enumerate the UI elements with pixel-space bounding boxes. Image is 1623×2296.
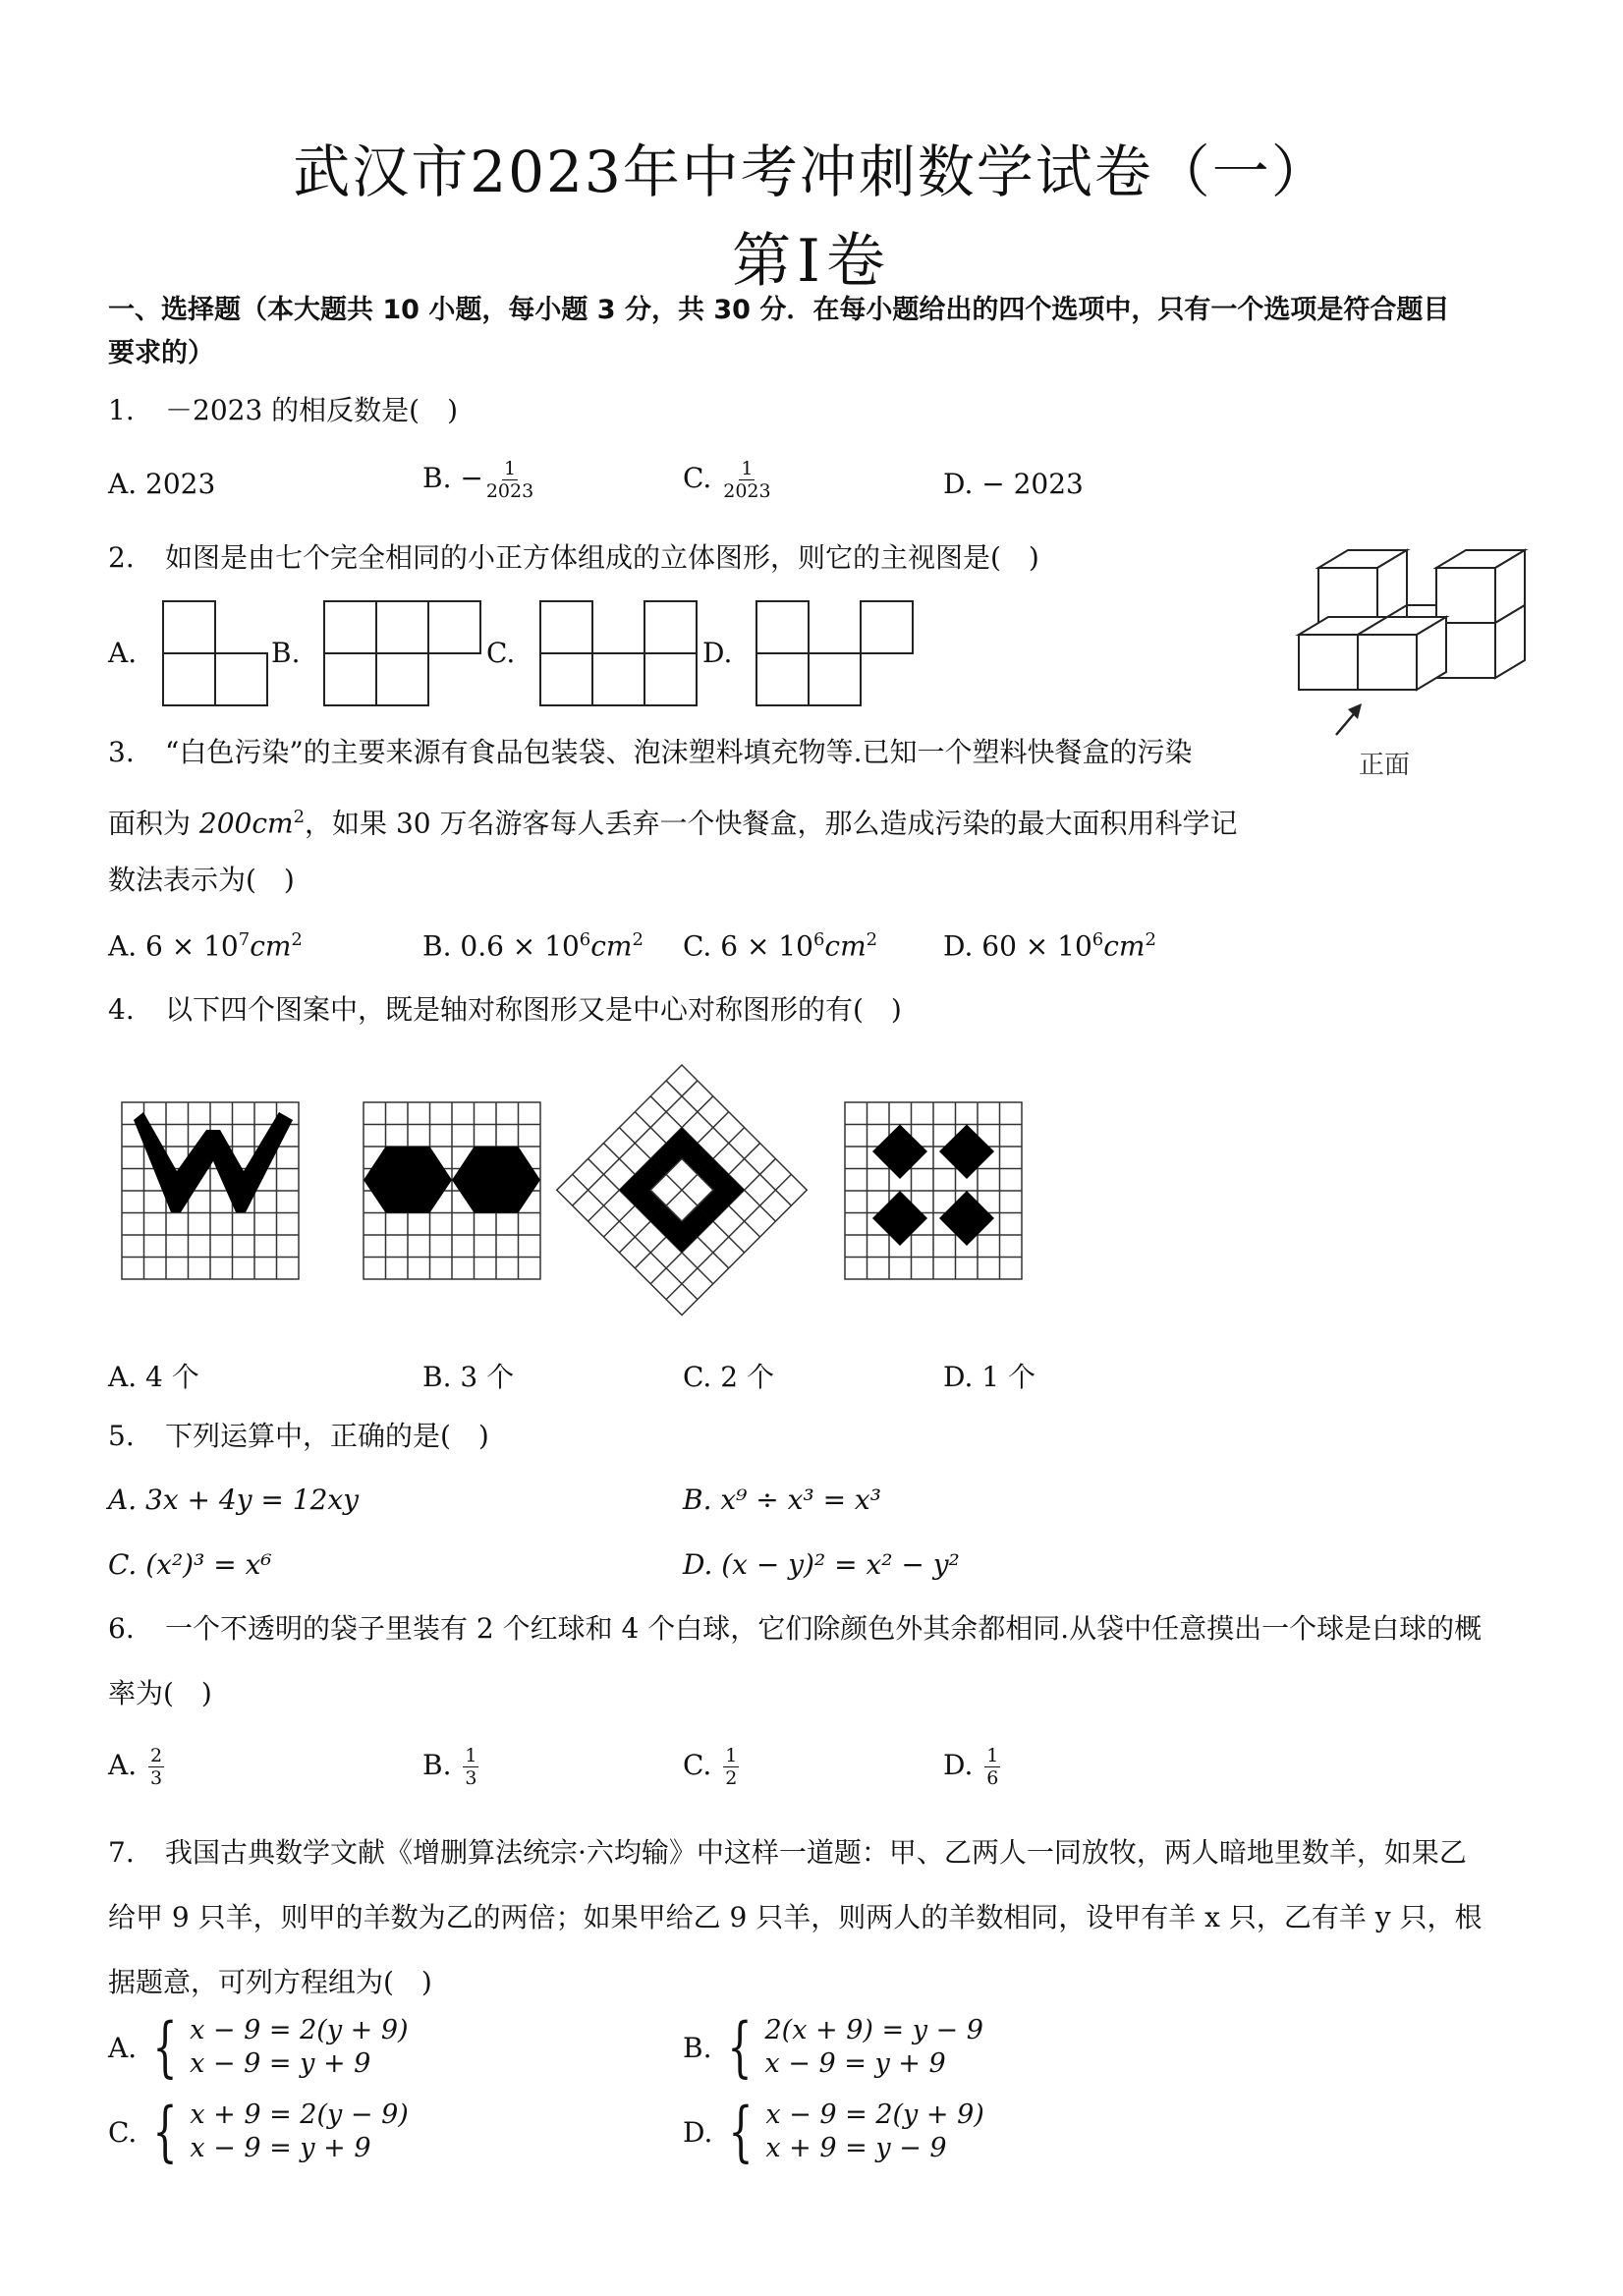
numerator: 1	[986, 1745, 999, 1766]
pattern-four-diamonds-figure	[843, 1100, 1024, 1281]
exponent: 2	[632, 929, 644, 950]
brace-icon: {	[727, 2009, 754, 2085]
text: 面积为	[108, 807, 199, 840]
q6-option-b[interactable]	[422, 1745, 481, 1789]
question-number: 4.	[108, 993, 135, 1026]
equation-system	[108, 2009, 409, 2085]
option-label: A.	[108, 1749, 138, 1781]
numerator: 2	[150, 1745, 163, 1766]
question-7-line2: 给甲 9 只羊，则甲的羊数为乙的两倍；如果甲给乙 9 只羊，则两人的羊数相同，设甲有羊 x 只，乙有羊 y 只，根	[108, 1901, 1483, 1933]
unit: cm	[590, 929, 633, 963]
page-title: 武汉市2023年中考冲刺数学试卷（一）	[293, 139, 1330, 205]
q6-option-c[interactable]	[683, 1745, 742, 1789]
section-heading-line2: 要求的）	[108, 338, 214, 368]
option-label: C.	[683, 1749, 712, 1781]
q2-option-c-figure[interactable]	[538, 599, 700, 707]
question-7	[108, 1821, 1467, 1884]
exponent: 2	[291, 929, 303, 950]
q3-option-b[interactable]	[422, 929, 644, 962]
text: C. 6 × 10	[683, 929, 813, 963]
equation-line: x − 9 = y + 9	[190, 2133, 371, 2163]
q3-option-c[interactable]	[683, 929, 877, 962]
unit: cm	[1103, 929, 1146, 963]
question-text: －2023 的相反数是( )	[165, 394, 459, 426]
q1-option-d[interactable]: D. − 2023	[943, 468, 1084, 500]
q4-option-b[interactable]: B. 3 个	[422, 1361, 515, 1393]
text: A. 6 × 10	[108, 929, 239, 963]
question-number: 6.	[108, 1612, 135, 1645]
q2-option-d-figure[interactable]	[755, 599, 917, 707]
question-4	[108, 979, 902, 1041]
q6-option-a[interactable]	[108, 1745, 167, 1789]
equation-system	[683, 2094, 984, 2169]
equation-line: x − 9 = 2(y + 9)	[190, 2015, 409, 2045]
text: D. 60 × 10	[943, 929, 1092, 963]
question-text: 我国古典数学文献《增删算法统宗·六均输》中这样一道题：甲、乙两人一同放牧，两人暗地里数羊，如果乙	[165, 1836, 1467, 1869]
fraction	[148, 1745, 164, 1789]
option-label: A.	[108, 2031, 138, 2064]
denominator: 2	[725, 1767, 738, 1789]
exponent: 2	[293, 807, 306, 827]
numerator: 1	[465, 1745, 477, 1766]
math-value: 200cm	[198, 807, 294, 840]
option-label: C.	[683, 462, 712, 494]
fraction	[723, 1745, 739, 1789]
q2-option-d-label[interactable]: D.	[702, 637, 733, 669]
fraction	[984, 1745, 1000, 1789]
pattern-diamond-ring-figure	[556, 1063, 808, 1315]
question-text: 下列运算中，正确的是( )	[165, 1420, 489, 1452]
question-text: 以下四个图案中，既是轴对称图形又是中心对称图形的有( )	[165, 993, 902, 1026]
question-3-line2	[108, 786, 1237, 855]
q2-option-b-figure[interactable]	[322, 599, 484, 707]
pattern-hexagons-figure	[362, 1100, 542, 1281]
option-label: B.	[422, 1749, 452, 1781]
brace-icon: {	[152, 2009, 178, 2085]
q5-option-c[interactable]: C. (x²)³ = x⁶	[108, 1548, 272, 1581]
exponent: 6	[812, 929, 825, 950]
q7-option-b[interactable]	[683, 2009, 983, 2085]
q1-option-a[interactable]: A. 2023	[108, 468, 216, 500]
unit: cm	[824, 929, 867, 963]
question-5	[108, 1405, 489, 1468]
q7-option-c[interactable]	[108, 2094, 409, 2169]
q7-option-d[interactable]	[683, 2094, 984, 2169]
pattern-w-figure	[120, 1100, 301, 1281]
equation-line: 2(x + 9) = y − 9	[764, 2015, 983, 2045]
question-6	[108, 1597, 1482, 1660]
q5-option-b[interactable]: B. x⁹ ÷ x³ = x³	[683, 1484, 881, 1516]
q2-option-a-figure[interactable]	[161, 599, 269, 707]
denominator: 2023	[723, 480, 771, 502]
question-text: 一个不透明的袋子里装有 2 个红球和 4 个白球，它们除颜色外其余都相同.从袋中任意摸出一个球是白球的概	[165, 1612, 1483, 1645]
question-3	[108, 721, 1193, 784]
q7-option-a[interactable]	[108, 2009, 409, 2085]
option-label: B.	[683, 2031, 712, 2064]
section-heading	[108, 289, 1523, 375]
question-number: 1.	[108, 394, 135, 426]
q1-option-c[interactable]	[683, 458, 774, 502]
fraction	[463, 1745, 478, 1789]
fraction	[486, 458, 533, 502]
question-7-line3: 据题意，可列方程组为( )	[108, 1966, 432, 1998]
q1-option-b[interactable]	[422, 458, 536, 502]
denominator: 2023	[485, 480, 534, 502]
question-6-line2: 率为( )	[108, 1677, 212, 1709]
option-label: C.	[108, 2115, 138, 2149]
equation-system	[108, 2094, 409, 2169]
q3-option-d[interactable]	[943, 929, 1156, 962]
unit: cm	[250, 929, 292, 963]
q5-option-d[interactable]: D. (x − y)² = x² − y²	[683, 1548, 960, 1581]
front-label: 正面	[1359, 751, 1411, 780]
numerator: 1	[503, 458, 517, 479]
question-number: 7.	[108, 1836, 135, 1869]
cube-stack-figure	[1287, 540, 1533, 707]
q5-option-a[interactable]: A. 3x + 4y = 12xy	[108, 1484, 360, 1516]
numerator: 1	[725, 1745, 738, 1766]
denominator: 3	[150, 1767, 163, 1789]
equation-line: x − 9 = 2(y + 9)	[765, 2100, 984, 2130]
option-label: D.	[943, 1749, 974, 1781]
question-3-line3: 数法表示为( )	[108, 864, 295, 896]
brace-icon: {	[152, 2094, 178, 2169]
numerator: 1	[741, 458, 754, 479]
question-number: 3.	[108, 736, 135, 768]
q3-option-a[interactable]	[108, 929, 303, 962]
page-subtitle: 第Ⅰ卷	[732, 227, 891, 296]
exponent: 7	[238, 929, 251, 950]
option-label: B. −	[422, 462, 483, 494]
q4-option-c[interactable]: C. 2 个	[683, 1361, 774, 1393]
section-heading-line1: 一、选择题（本大题共 10 小题，每小题 3 分，共 30 分．在每小题给出的四个选项中，只有一个选项是符合题目	[108, 295, 1450, 325]
exponent: 2	[866, 929, 878, 950]
denominator: 6	[986, 1767, 999, 1789]
q6-option-d[interactable]	[943, 1745, 1003, 1789]
question-2	[108, 527, 1039, 589]
q2-option-b-label[interactable]: B.	[271, 637, 301, 669]
q4-option-a[interactable]: A. 4 个	[108, 1361, 199, 1393]
q2-option-a-label[interactable]: A.	[108, 637, 138, 669]
option-label: D.	[683, 2115, 713, 2149]
equation-line: x − 9 = y + 9	[190, 2048, 371, 2079]
text: ，如果 30 万名游客每人丢弃一个快餐盒，那么造成污染的最大面积用科学记	[305, 807, 1238, 840]
brace-icon: {	[728, 2094, 754, 2169]
equation-system	[683, 2009, 983, 2085]
equation-line: x − 9 = y + 9	[764, 2048, 946, 2079]
fraction	[723, 458, 770, 502]
exponent: 6	[579, 929, 591, 950]
question-text: “白色污染”的主要来源有食品包装袋、泡沫塑料填充物等.已知一个塑料快餐盒的污染	[165, 736, 1193, 768]
question-1	[108, 379, 458, 442]
exponent: 2	[1145, 929, 1156, 950]
denominator: 3	[465, 1767, 477, 1789]
exponent: 6	[1091, 929, 1104, 950]
question-number: 5.	[108, 1420, 135, 1452]
question-text: 如图是由七个完全相同的小正方体组成的立体图形，则它的主视图是( )	[165, 541, 1039, 574]
q2-option-c-label[interactable]: C.	[486, 637, 516, 669]
text: B. 0.6 × 10	[422, 929, 580, 963]
equation-line: x + 9 = y − 9	[765, 2133, 947, 2163]
equation-line: x + 9 = 2(y − 9)	[190, 2100, 409, 2130]
question-number: 2.	[108, 541, 135, 574]
q4-option-d[interactable]: D. 1 个	[943, 1361, 1035, 1393]
